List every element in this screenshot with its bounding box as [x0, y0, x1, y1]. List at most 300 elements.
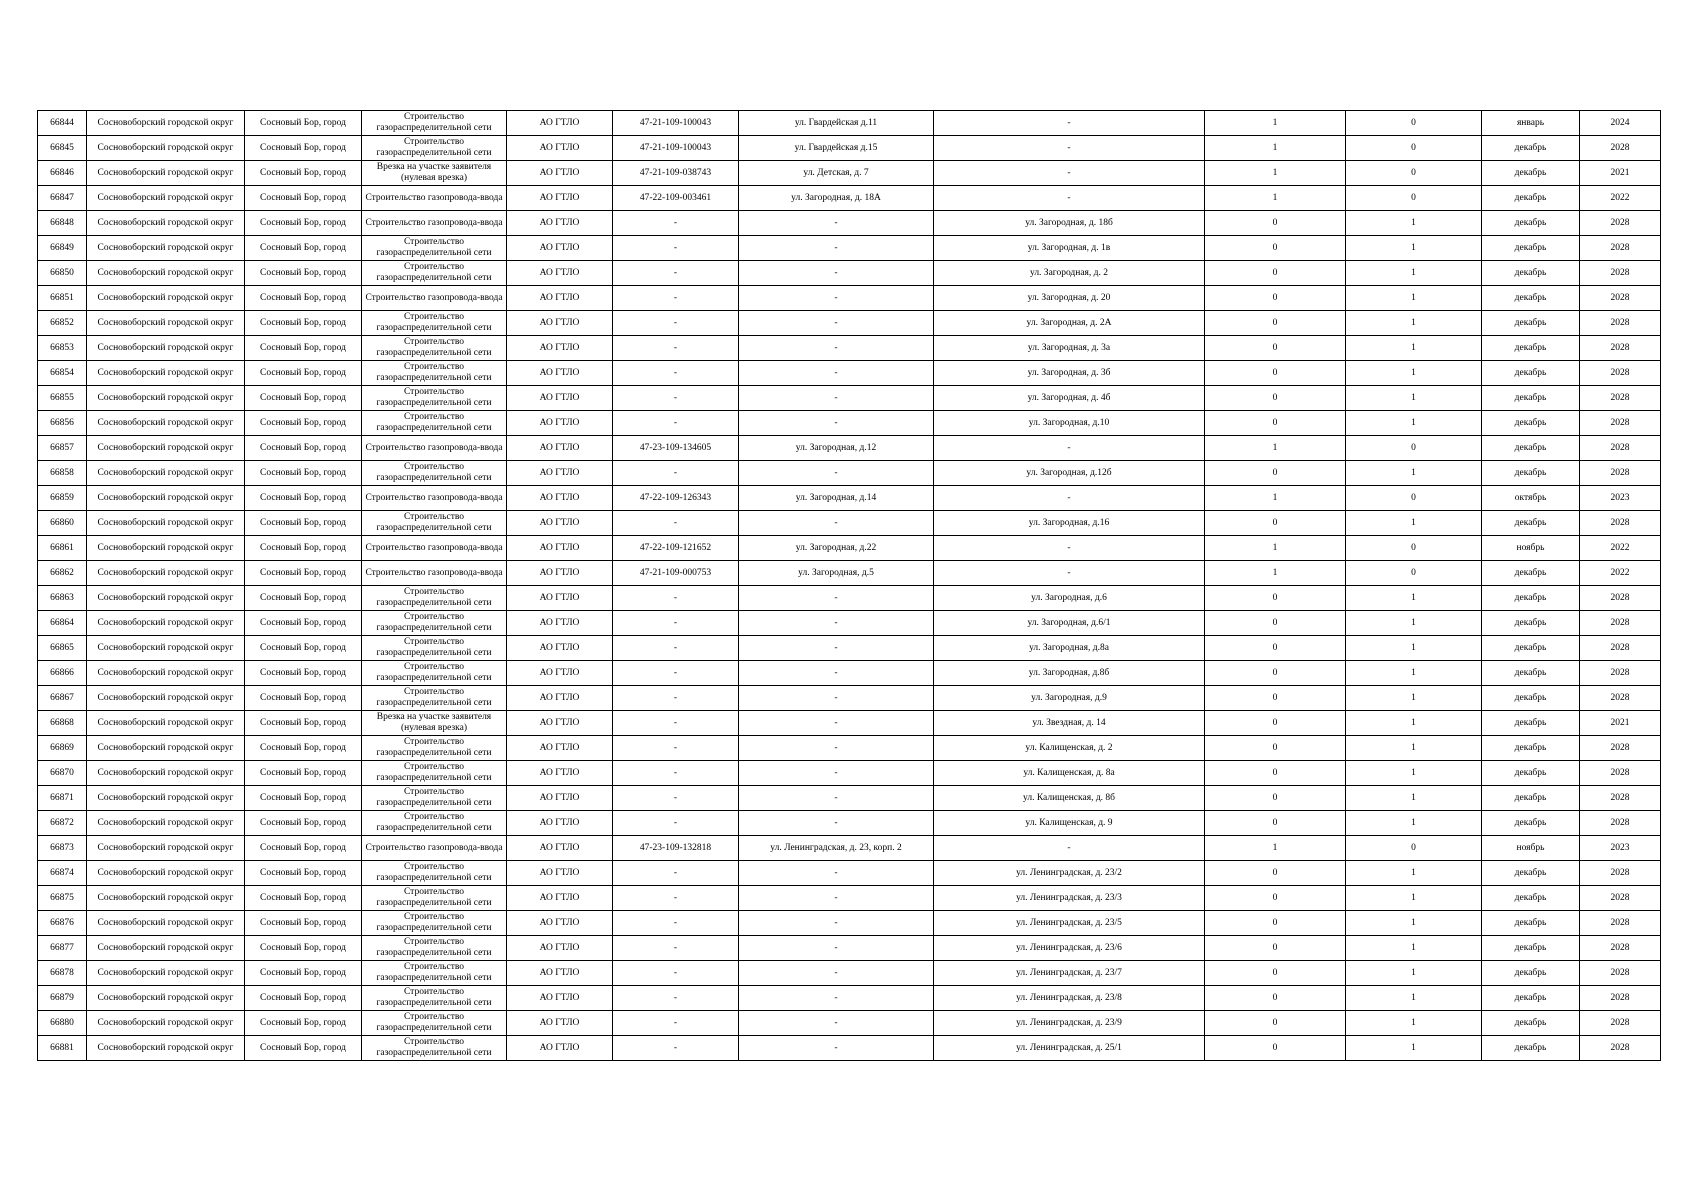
cell-month: декабрь [1482, 711, 1580, 736]
cell-work-type: Врезка на участке заявителя (нулевая врезка) [362, 711, 507, 736]
cell-cadastral-number: - [613, 961, 739, 986]
cell-district: Сосновоборский городской округ [87, 161, 245, 186]
cell-year: 2028 [1580, 661, 1661, 686]
cell-planned-address: ул. Загородная, д.12б [934, 461, 1205, 486]
cell-id: 66872 [38, 811, 87, 836]
table-row [38, 561, 1661, 586]
cell-count-a: 0 [1205, 811, 1346, 836]
cell-cadastral-number: 47-22-109-121652 [613, 536, 739, 561]
cell-settlement: Сосновый Бор, город [245, 486, 362, 511]
cell-count-a: 1 [1205, 836, 1346, 861]
cell-year: 2028 [1580, 686, 1661, 711]
cell-month: декабрь [1482, 936, 1580, 961]
cell-organization: АО ГТЛО [507, 611, 613, 636]
cell-work-type: Строительство газораспределительной сети [362, 461, 507, 486]
cell-work-type: Строительство газораспределительной сети [362, 911, 507, 936]
cell-id: 66869 [38, 736, 87, 761]
cell-cadastral-number: - [613, 761, 739, 786]
cell-count-b: 1 [1346, 911, 1482, 936]
cell-district: Сосновоборский городской округ [87, 761, 245, 786]
cell-month: декабрь [1482, 611, 1580, 636]
cell-settlement: Сосновый Бор, город [245, 336, 362, 361]
cell-district: Сосновоборский городской округ [87, 811, 245, 836]
cell-id: 66867 [38, 686, 87, 711]
cell-settlement: Сосновый Бор, город [245, 436, 362, 461]
cell-address: - [739, 761, 934, 786]
cell-id: 66847 [38, 186, 87, 211]
cell-year: 2028 [1580, 411, 1661, 436]
cell-month: декабрь [1482, 786, 1580, 811]
cell-id: 66864 [38, 611, 87, 636]
cell-id: 66876 [38, 911, 87, 936]
cell-organization: АО ГТЛО [507, 936, 613, 961]
cell-organization: АО ГТЛО [507, 461, 613, 486]
cell-address: - [739, 811, 934, 836]
cell-month: декабрь [1482, 211, 1580, 236]
cell-work-type: Строительство газораспределительной сети [362, 586, 507, 611]
cell-year: 2028 [1580, 786, 1661, 811]
cell-address: ул. Ленинградская, д. 23, корп. 2 [739, 836, 934, 861]
cell-settlement: Сосновый Бор, город [245, 761, 362, 786]
cell-year: 2028 [1580, 586, 1661, 611]
cell-address: - [739, 336, 934, 361]
cell-settlement: Сосновый Бор, город [245, 161, 362, 186]
cell-settlement: Сосновый Бор, город [245, 861, 362, 886]
cell-organization: АО ГТЛО [507, 261, 613, 286]
cell-cadastral-number: - [613, 611, 739, 636]
cell-settlement: Сосновый Бор, город [245, 611, 362, 636]
cell-count-b: 1 [1346, 761, 1482, 786]
cell-work-type: Строительство газораспределительной сети [362, 311, 507, 336]
cell-organization: АО ГТЛО [507, 336, 613, 361]
cell-count-b: 1 [1346, 586, 1482, 611]
cell-settlement: Сосновый Бор, город [245, 686, 362, 711]
cell-cadastral-number: - [613, 936, 739, 961]
cell-work-type: Строительство газораспределительной сети [362, 511, 507, 536]
cell-count-b: 1 [1346, 936, 1482, 961]
cell-settlement: Сосновый Бор, город [245, 961, 362, 986]
cell-count-b: 1 [1346, 886, 1482, 911]
cell-organization: АО ГТЛО [507, 211, 613, 236]
table-row [38, 886, 1661, 911]
cell-year: 2028 [1580, 961, 1661, 986]
cell-year: 2028 [1580, 886, 1661, 911]
table-body [38, 111, 1661, 1061]
cell-work-type: Строительство газопровода-ввода [362, 286, 507, 311]
cell-cadastral-number: - [613, 861, 739, 886]
table-row [38, 136, 1661, 161]
cell-work-type: Строительство газораспределительной сети [362, 786, 507, 811]
cell-cadastral-number: - [613, 261, 739, 286]
cell-id: 66853 [38, 336, 87, 361]
cell-year: 2028 [1580, 986, 1661, 1011]
cell-planned-address: - [934, 186, 1205, 211]
cell-work-type: Врезка на участке заявителя (нулевая врезка) [362, 161, 507, 186]
cell-organization: АО ГТЛО [507, 186, 613, 211]
cell-year: 2028 [1580, 136, 1661, 161]
cell-count-b: 1 [1346, 861, 1482, 886]
table-row [38, 536, 1661, 561]
cell-cadastral-number: - [613, 311, 739, 336]
cell-count-a: 0 [1205, 336, 1346, 361]
cell-district: Сосновоборский городской округ [87, 536, 245, 561]
cell-work-type: Строительство газопровода-ввода [362, 561, 507, 586]
cell-organization: АО ГТЛО [507, 511, 613, 536]
cell-id: 66848 [38, 211, 87, 236]
table-row [38, 186, 1661, 211]
cell-address: ул. Загородная, д. 18А [739, 186, 934, 211]
cell-cadastral-number: - [613, 586, 739, 611]
cell-count-b: 1 [1346, 1011, 1482, 1036]
cell-work-type: Строительство газораспределительной сети [362, 361, 507, 386]
table-row [38, 436, 1661, 461]
cell-cadastral-number: - [613, 786, 739, 811]
cell-district: Сосновоборский городской округ [87, 1036, 245, 1061]
cell-cadastral-number: - [613, 661, 739, 686]
cell-year: 2028 [1580, 811, 1661, 836]
cell-organization: АО ГТЛО [507, 411, 613, 436]
cell-cadastral-number: - [613, 736, 739, 761]
cell-planned-address: ул. Загородная, д. 3б [934, 361, 1205, 386]
table-row [38, 511, 1661, 536]
cell-organization: АО ГТЛО [507, 711, 613, 736]
cell-count-b: 1 [1346, 411, 1482, 436]
cell-address: - [739, 461, 934, 486]
cell-count-a: 0 [1205, 686, 1346, 711]
cell-count-a: 1 [1205, 161, 1346, 186]
cell-id: 66844 [38, 111, 87, 136]
cell-organization: АО ГТЛО [507, 161, 613, 186]
cell-cadastral-number: - [613, 1036, 739, 1061]
cell-district: Сосновоборский городской округ [87, 461, 245, 486]
cell-district: Сосновоборский городской округ [87, 736, 245, 761]
cell-count-b: 1 [1346, 711, 1482, 736]
cell-year: 2028 [1580, 761, 1661, 786]
cell-planned-address: - [934, 436, 1205, 461]
cell-count-a: 0 [1205, 761, 1346, 786]
cell-settlement: Сосновый Бор, город [245, 236, 362, 261]
cell-id: 66846 [38, 161, 87, 186]
cell-count-b: 1 [1346, 986, 1482, 1011]
cell-cadastral-number: 47-21-109-038743 [613, 161, 739, 186]
table-row [38, 486, 1661, 511]
cell-address: - [739, 511, 934, 536]
cell-district: Сосновоборский городской округ [87, 386, 245, 411]
cell-id: 66854 [38, 361, 87, 386]
table-row [38, 961, 1661, 986]
table-row [38, 411, 1661, 436]
cell-address: ул. Гвардейская д.11 [739, 111, 934, 136]
cell-id: 66856 [38, 411, 87, 436]
cell-id: 66857 [38, 436, 87, 461]
table-row [38, 761, 1661, 786]
cell-count-b: 1 [1346, 961, 1482, 986]
cell-month: декабрь [1482, 461, 1580, 486]
table-row [38, 361, 1661, 386]
cell-month: декабрь [1482, 911, 1580, 936]
cell-id: 66878 [38, 961, 87, 986]
cell-organization: АО ГТЛО [507, 761, 613, 786]
cell-settlement: Сосновый Бор, город [245, 836, 362, 861]
document-page [37, 110, 1660, 1061]
cell-id: 66859 [38, 486, 87, 511]
cell-organization: АО ГТЛО [507, 1036, 613, 1061]
cell-address: ул. Загородная, д.14 [739, 486, 934, 511]
table-row [38, 786, 1661, 811]
cell-year: 2028 [1580, 636, 1661, 661]
cell-month: декабрь [1482, 161, 1580, 186]
cell-work-type: Строительство газораспределительной сети [362, 336, 507, 361]
cell-address: - [739, 911, 934, 936]
cell-settlement: Сосновый Бор, город [245, 361, 362, 386]
table-row [38, 836, 1661, 861]
cell-address: - [739, 786, 934, 811]
cell-work-type: Строительство газораспределительной сети [362, 411, 507, 436]
table-row [38, 286, 1661, 311]
cell-address: - [739, 286, 934, 311]
cell-count-a: 0 [1205, 261, 1346, 286]
cell-cadastral-number: - [613, 286, 739, 311]
cell-cadastral-number: - [613, 411, 739, 436]
cell-district: Сосновоборский городской округ [87, 336, 245, 361]
cell-id: 66874 [38, 861, 87, 886]
cell-month: декабрь [1482, 811, 1580, 836]
cell-cadastral-number: - [613, 686, 739, 711]
cell-id: 66855 [38, 386, 87, 411]
cell-district: Сосновоборский городской округ [87, 636, 245, 661]
cell-planned-address: ул. Калищенская, д. 9 [934, 811, 1205, 836]
cell-district: Сосновоборский городской округ [87, 686, 245, 711]
cell-count-a: 1 [1205, 436, 1346, 461]
cell-planned-address: - [934, 561, 1205, 586]
cell-count-a: 1 [1205, 561, 1346, 586]
cell-organization: АО ГТЛО [507, 661, 613, 686]
cell-count-b: 1 [1346, 336, 1482, 361]
cell-count-b: 0 [1346, 836, 1482, 861]
cell-count-a: 1 [1205, 111, 1346, 136]
cell-year: 2028 [1580, 1036, 1661, 1061]
cell-count-b: 0 [1346, 436, 1482, 461]
cell-month: декабрь [1482, 636, 1580, 661]
cell-month: декабрь [1482, 436, 1580, 461]
cell-count-b: 1 [1346, 686, 1482, 711]
cell-organization: АО ГТЛО [507, 861, 613, 886]
cell-count-a: 0 [1205, 936, 1346, 961]
cell-planned-address: ул. Загородная, д.8б [934, 661, 1205, 686]
cell-settlement: Сосновый Бор, город [245, 461, 362, 486]
table-row [38, 611, 1661, 636]
cell-id: 66875 [38, 886, 87, 911]
cell-address: ул. Гвардейская д.15 [739, 136, 934, 161]
cell-cadastral-number: - [613, 1011, 739, 1036]
cell-organization: АО ГТЛО [507, 736, 613, 761]
cell-month: декабрь [1482, 1011, 1580, 1036]
cell-id: 66860 [38, 511, 87, 536]
cell-month: декабрь [1482, 886, 1580, 911]
cell-organization: АО ГТЛО [507, 286, 613, 311]
cell-year: 2022 [1580, 536, 1661, 561]
cell-work-type: Строительство газораспределительной сети [362, 111, 507, 136]
cell-year: 2028 [1580, 511, 1661, 536]
cell-organization: АО ГТЛО [507, 886, 613, 911]
cell-cadastral-number: - [613, 361, 739, 386]
cell-address: ул. Загородная, д.5 [739, 561, 934, 586]
cell-count-a: 0 [1205, 636, 1346, 661]
cell-planned-address: ул. Калищенская, д. 8б [934, 786, 1205, 811]
cell-settlement: Сосновый Бор, город [245, 786, 362, 811]
cell-address: - [739, 211, 934, 236]
cell-year: 2028 [1580, 336, 1661, 361]
cell-cadastral-number: - [613, 986, 739, 1011]
cell-year: 2028 [1580, 311, 1661, 336]
cell-id: 66871 [38, 786, 87, 811]
cell-month: декабрь [1482, 361, 1580, 386]
cell-cadastral-number: - [613, 711, 739, 736]
cell-settlement: Сосновый Бор, город [245, 886, 362, 911]
cell-organization: АО ГТЛО [507, 986, 613, 1011]
cell-district: Сосновоборский городской округ [87, 311, 245, 336]
cell-address: - [739, 661, 934, 686]
cell-id: 66877 [38, 936, 87, 961]
cell-address: - [739, 961, 934, 986]
cell-organization: АО ГТЛО [507, 561, 613, 586]
cell-district: Сосновоборский городской округ [87, 486, 245, 511]
cell-district: Сосновоборский городской округ [87, 836, 245, 861]
cell-id: 66849 [38, 236, 87, 261]
cell-id: 66851 [38, 286, 87, 311]
cell-year: 2021 [1580, 711, 1661, 736]
cell-settlement: Сосновый Бор, город [245, 136, 362, 161]
cell-organization: АО ГТЛО [507, 911, 613, 936]
cell-year: 2022 [1580, 561, 1661, 586]
cell-count-b: 0 [1346, 561, 1482, 586]
cell-settlement: Сосновый Бор, город [245, 261, 362, 286]
cell-work-type: Строительство газопровода-ввода [362, 186, 507, 211]
cell-planned-address: - [934, 136, 1205, 161]
cell-address: - [739, 236, 934, 261]
cell-address: - [739, 636, 934, 661]
cell-address: ул. Загородная, д.22 [739, 536, 934, 561]
cell-count-a: 0 [1205, 411, 1346, 436]
cell-district: Сосновоборский городской округ [87, 436, 245, 461]
cell-district: Сосновоборский городской округ [87, 1011, 245, 1036]
cell-work-type: Строительство газораспределительной сети [362, 986, 507, 1011]
cell-address: - [739, 711, 934, 736]
cell-settlement: Сосновый Бор, город [245, 586, 362, 611]
cell-count-a: 0 [1205, 786, 1346, 811]
cell-planned-address: ул. Загородная, д. 4б [934, 386, 1205, 411]
cell-count-b: 0 [1346, 186, 1482, 211]
cell-settlement: Сосновый Бор, город [245, 411, 362, 436]
cell-planned-address: ул. Ленинградская, д. 25/1 [934, 1036, 1205, 1061]
cell-district: Сосновоборский городской округ [87, 411, 245, 436]
cell-organization: АО ГТЛО [507, 236, 613, 261]
cell-year: 2028 [1580, 861, 1661, 886]
cell-year: 2021 [1580, 161, 1661, 186]
cell-count-b: 1 [1346, 461, 1482, 486]
cell-address: - [739, 1036, 934, 1061]
cell-settlement: Сосновый Бор, город [245, 211, 362, 236]
cell-month: декабрь [1482, 586, 1580, 611]
cell-month: декабрь [1482, 736, 1580, 761]
cell-id: 66880 [38, 1011, 87, 1036]
cell-count-a: 0 [1205, 211, 1346, 236]
cell-count-b: 1 [1346, 386, 1482, 411]
cell-organization: АО ГТЛО [507, 436, 613, 461]
cell-id: 66852 [38, 311, 87, 336]
cell-year: 2028 [1580, 211, 1661, 236]
cell-planned-address: - [934, 536, 1205, 561]
cell-id: 66858 [38, 461, 87, 486]
cell-id: 66861 [38, 536, 87, 561]
cell-count-a: 0 [1205, 611, 1346, 636]
cell-district: Сосновоборский городской округ [87, 661, 245, 686]
cell-month: декабрь [1482, 336, 1580, 361]
table-row [38, 936, 1661, 961]
cell-district: Сосновоборский городской округ [87, 186, 245, 211]
data-table [37, 110, 1661, 1061]
cell-cadastral-number: 47-23-109-134605 [613, 436, 739, 461]
table-row [38, 711, 1661, 736]
cell-cadastral-number: - [613, 886, 739, 911]
cell-work-type: Строительство газораспределительной сети [362, 661, 507, 686]
cell-cadastral-number: - [613, 811, 739, 836]
cell-count-b: 1 [1346, 511, 1482, 536]
cell-work-type: Строительство газораспределительной сети [362, 136, 507, 161]
cell-count-b: 1 [1346, 736, 1482, 761]
table-row [38, 311, 1661, 336]
cell-count-b: 1 [1346, 811, 1482, 836]
cell-planned-address: - [934, 111, 1205, 136]
cell-address: - [739, 986, 934, 1011]
table-row [38, 861, 1661, 886]
cell-settlement: Сосновый Бор, город [245, 811, 362, 836]
cell-planned-address: ул. Загородная, д.6 [934, 586, 1205, 611]
cell-month: декабрь [1482, 511, 1580, 536]
cell-organization: АО ГТЛО [507, 136, 613, 161]
cell-address: ул. Детская, д. 7 [739, 161, 934, 186]
cell-count-b: 1 [1346, 636, 1482, 661]
cell-district: Сосновоборский городской округ [87, 711, 245, 736]
cell-settlement: Сосновый Бор, город [245, 511, 362, 536]
cell-work-type: Строительство газораспределительной сети [362, 686, 507, 711]
cell-work-type: Строительство газораспределительной сети [362, 1011, 507, 1036]
cell-address: - [739, 361, 934, 386]
table-row [38, 736, 1661, 761]
cell-count-b: 1 [1346, 261, 1482, 286]
cell-count-b: 1 [1346, 211, 1482, 236]
cell-planned-address: ул. Ленинградская, д. 23/7 [934, 961, 1205, 986]
cell-year: 2028 [1580, 736, 1661, 761]
cell-work-type: Строительство газораспределительной сети [362, 936, 507, 961]
table-row [38, 986, 1661, 1011]
cell-month: декабрь [1482, 286, 1580, 311]
cell-count-a: 0 [1205, 311, 1346, 336]
cell-organization: АО ГТЛО [507, 811, 613, 836]
cell-year: 2024 [1580, 111, 1661, 136]
cell-address: - [739, 1011, 934, 1036]
cell-count-a: 0 [1205, 236, 1346, 261]
cell-month: декабрь [1482, 411, 1580, 436]
cell-address: - [739, 311, 934, 336]
cell-organization: АО ГТЛО [507, 586, 613, 611]
cell-planned-address: ул. Загородная, д. 2 [934, 261, 1205, 286]
cell-organization: АО ГТЛО [507, 386, 613, 411]
cell-work-type: Строительство газораспределительной сети [362, 861, 507, 886]
cell-district: Сосновоборский городской округ [87, 986, 245, 1011]
cell-count-a: 0 [1205, 511, 1346, 536]
cell-planned-address: ул. Загородная, д.10 [934, 411, 1205, 436]
